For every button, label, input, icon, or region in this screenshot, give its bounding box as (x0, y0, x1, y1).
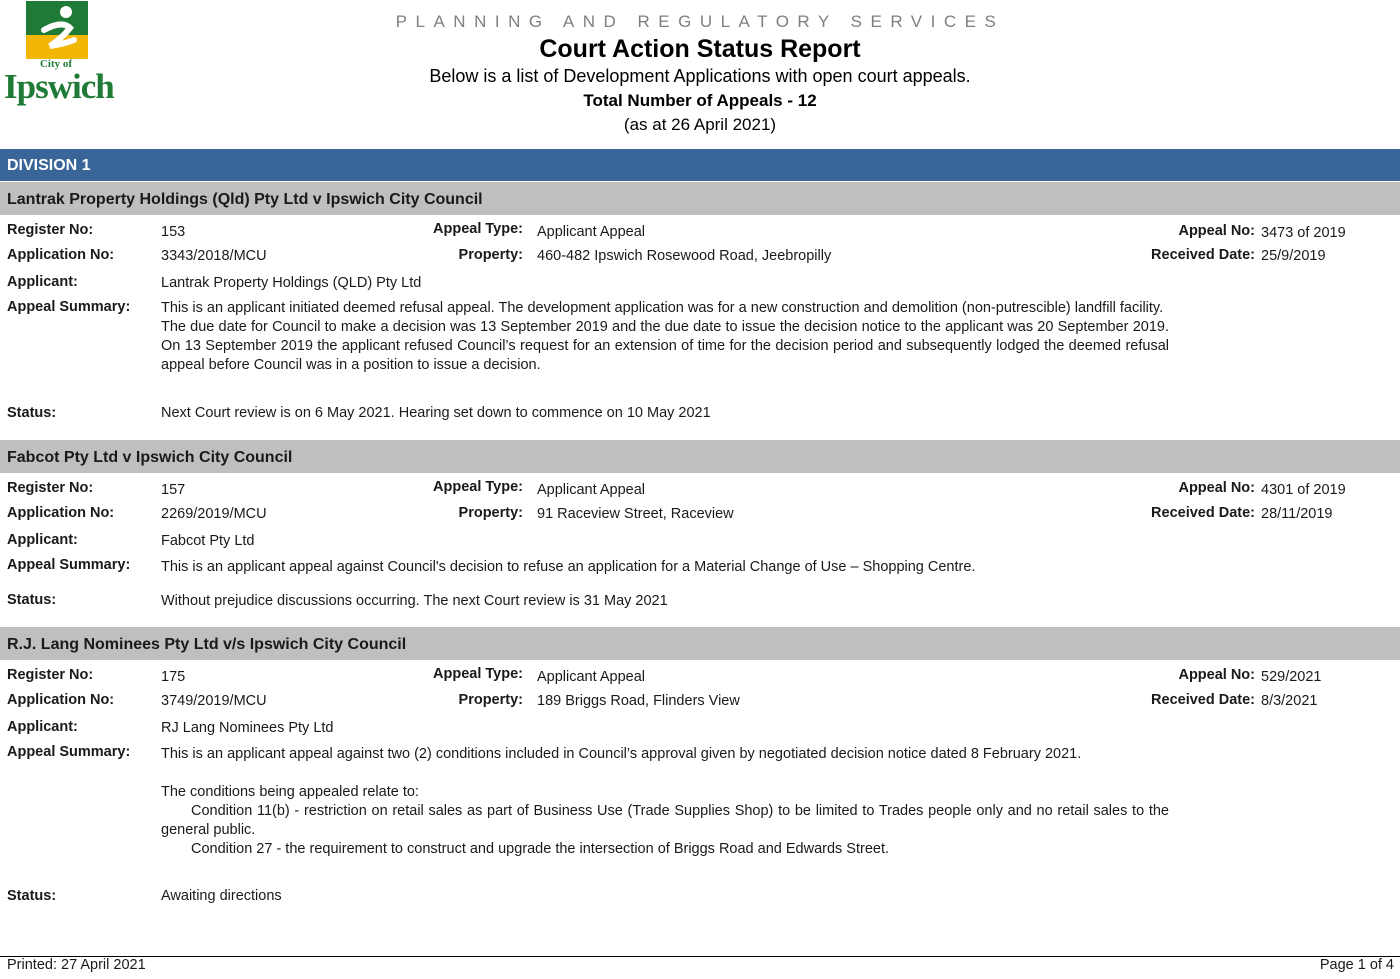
applicant-value: Fabcot Pty Ltd (161, 533, 255, 549)
footer-divider (0, 956, 1400, 957)
report-subtitle: Below is a list of Development Applications with open court appeals. (429, 66, 971, 86)
register-no-value: 175 (161, 669, 186, 685)
property-value: 91 Raceview Street, Raceview (537, 506, 734, 522)
property-label: Property: (458, 692, 523, 708)
appeal-type-value: Applicant Appeal (537, 224, 646, 240)
appeal-no-label: Appeal No: (1178, 667, 1255, 683)
status-label: Status: (7, 405, 57, 421)
applicant-value: RJ Lang Nominees Pty Ltd (161, 720, 334, 736)
as-at-date: (as at 26 April 2021) (623, 115, 777, 134)
applicant-label: Applicant: (7, 532, 78, 548)
logo-wordmark: Ipswich (4, 67, 114, 106)
received-date-value: 25/9/2019 (1261, 248, 1326, 264)
status-label: Status: (7, 888, 57, 904)
property-value: 460-482 Ipswich Rosewood Road, Jeebropilly (537, 248, 832, 264)
appeal-type-value: Applicant Appeal (537, 482, 646, 498)
register-no-value: 157 (161, 482, 186, 498)
page-title: Court Action Status Report (539, 35, 861, 63)
application-no-value: 3749/2019/MCU (161, 693, 267, 709)
logo-subtitle: City of (39, 58, 73, 70)
property-label: Property: (458, 505, 523, 521)
applicant-label: Applicant: (7, 274, 78, 290)
total-appeals: Total Number of Appeals - 12 (583, 91, 817, 110)
case-title: R.J. Lang Nominees Pty Ltd v/s Ipswich City Council (0, 627, 1400, 660)
application-no-value: 2269/2019/MCU (161, 506, 267, 522)
status-value: Without prejudice discussions occurring. The next Court review is 31 May 2021 (161, 593, 668, 609)
appeal-no-label: Appeal No: (1178, 480, 1255, 496)
page-number: Page 1 of 4 (1319, 957, 1394, 973)
applicant-label: Applicant: (7, 719, 78, 735)
appeal-no-value: 529/2021 (1261, 669, 1322, 685)
appeal-no-value: 3473 of 2019 (1261, 225, 1346, 241)
register-no-value: 153 (161, 224, 186, 240)
received-date-label: Received Date: (1151, 247, 1255, 263)
appeal-summary-label: Appeal Summary: (7, 299, 131, 315)
appeal-type-label: Appeal Type: (433, 666, 523, 682)
summary-paragraph: This is an applicant initiated deemed refusal appeal. The development application was for a new construction and demolition (non-putrescible) landfill facility. (161, 300, 1164, 316)
summary-paragraph: The conditions being appealed relate to: (161, 784, 419, 800)
department-name: PLANNING AND REGULATORY SERVICES (395, 12, 1005, 31)
appeal-summary (161, 299, 1169, 375)
appeal-no-value: 4301 of 2019 (1261, 482, 1346, 498)
application-no-label: Application No: (7, 505, 115, 521)
printed-date: Printed: 27 April 2021 (7, 957, 146, 973)
received-date-value: 28/11/2019 (1261, 506, 1333, 522)
appeal-summary (161, 558, 1169, 577)
summary-paragraph: This is an applicant appeal against Council's decision to refuse an application for a Material Change of Use – Shopping Centre. (161, 559, 976, 575)
summary-paragraph: Condition 27 - the requirement to construct and upgrade the intersection of Briggs Road and Edwards Street. (191, 841, 890, 857)
application-no-label: Application No: (7, 692, 115, 708)
division-heading: DIVISION 1 (0, 149, 1400, 181)
report-header (0, 10, 1400, 137)
appeal-type-label: Appeal Type: (433, 221, 523, 237)
status-value: Awaiting directions (161, 888, 282, 904)
appeal-type-label: Appeal Type: (433, 479, 523, 495)
summary-paragraph: Condition 11(b) - restriction on retail sales as part of Business Use (Trade Supplies Shop) to be limited to Trades people only and no retail sales to the general public. (161, 803, 1169, 838)
case-title: Fabcot Pty Ltd v Ipswich City Council (0, 440, 1400, 473)
status-value: Next Court review is on 6 May 2021. Hearing set down to commence on 10 May 2021 (161, 405, 711, 421)
appeal-no-label: Appeal No: (1178, 223, 1255, 239)
appeal-summary (161, 745, 1169, 859)
received-date-label: Received Date: (1151, 505, 1255, 521)
property-value: 189 Briggs Road, Flinders View (537, 693, 740, 709)
summary-paragraph: This is an applicant appeal against two (2) conditions included in Council’s approval given by negotiated decision notice dated 8 February 2021. (161, 746, 1082, 762)
summary-paragraph: The due date for Council to make a decision was 13 September 2019 and the due date to issue the decision notice to the applicant was 20 September 2019. On 13 September 2019 the applicant refused Council’s request for an extension of time for the decision period and subsequently lodged the deemed refusal appeal before Council was in a position to issue a decision. (161, 319, 1169, 373)
application-no-value: 3343/2018/MCU (161, 248, 267, 264)
application-no-label: Application No: (7, 247, 115, 263)
received-date-label: Received Date: (1151, 692, 1255, 708)
appeal-type-value: Applicant Appeal (537, 669, 646, 685)
register-no-label: Register No: (7, 480, 94, 496)
property-label: Property: (458, 247, 523, 263)
case-title: Lantrak Property Holdings (Qld) Pty Ltd v Ipswich City Council (0, 182, 1400, 215)
status-label: Status: (7, 592, 57, 608)
appeal-summary-label: Appeal Summary: (7, 744, 131, 760)
register-no-label: Register No: (7, 667, 94, 683)
received-date-value: 8/3/2021 (1261, 693, 1318, 709)
appeal-summary-label: Appeal Summary: (7, 557, 131, 573)
register-no-label: Register No: (7, 222, 94, 238)
applicant-value: Lantrak Property Holdings (QLD) Pty Ltd (161, 275, 422, 291)
